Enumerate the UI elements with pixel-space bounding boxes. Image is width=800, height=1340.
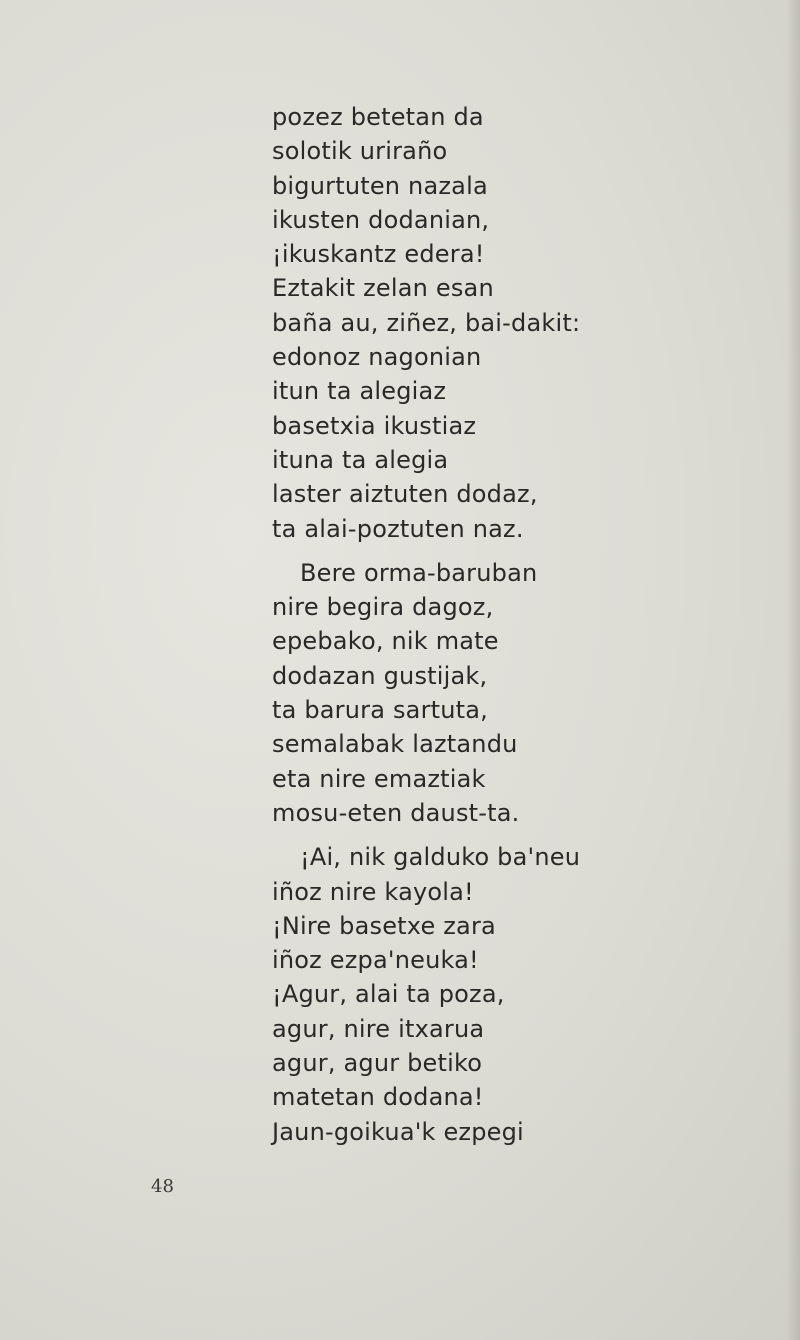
poem-line: laster aiztuten dodaz, [272,480,538,509]
poem-line: iñoz nire kayola! [272,877,474,906]
poem-line: ta barura sartuta, [272,696,489,725]
poem-line: Eztakit zelan esan [272,274,494,303]
poem-line: agur, nire itxarua [272,1014,485,1043]
poem-line: ¡Ai, nik galduko ba'neu [300,843,581,872]
stanza-2 [272,556,692,830]
poem-line: semalabak laztandu [272,730,518,759]
page-number: 48 [151,1176,174,1197]
poem-line: baña au, ziñez, bai-dakit: [272,308,581,337]
poem-text [272,100,692,1149]
poem-line: ¡Nire basetxe zara [272,911,496,940]
poem-line: ta alai-poztuten naz. [272,514,524,543]
poem-line: epebako, nik mate [272,627,499,656]
poem-line: ikusten dodanian, [272,205,490,234]
poem-line: basetxia ikustiaz [272,411,477,440]
poem-line: Bere orma-baruban [300,558,538,587]
poem-line: agur, agur betiko [272,1049,483,1078]
stanza-1 [272,100,692,546]
poem-line: nire begira dagoz, [272,593,494,622]
poem-line: ¡ikuskantz edera! [272,240,485,269]
poem-line: ituna ta alegia [272,445,449,474]
page-edge-shadow [786,0,800,1340]
poem-line: itun ta alegiaz [272,377,447,406]
poem-line: edonoz nagonian [272,343,482,372]
poem-line: pozez betetan da [272,103,484,131]
poem-line: dodazan gustijak, [272,661,488,690]
poem-line: eta nire emaztiak [272,764,486,793]
poem-line: ¡Agur, alai ta poza, [272,980,505,1009]
poem-line: bigurtuten nazala [272,171,488,200]
poem-line: mosu-eten daust-ta. [272,798,520,827]
poem-line: Jaun-goikua'k ezpegi [272,1117,524,1146]
poem-line: solotik uriraño [272,137,448,166]
poem-line: matetan dodana! [272,1083,484,1112]
stanza-3 [272,840,692,1149]
poem-line: iñoz ezpa'neuka! [272,946,479,975]
